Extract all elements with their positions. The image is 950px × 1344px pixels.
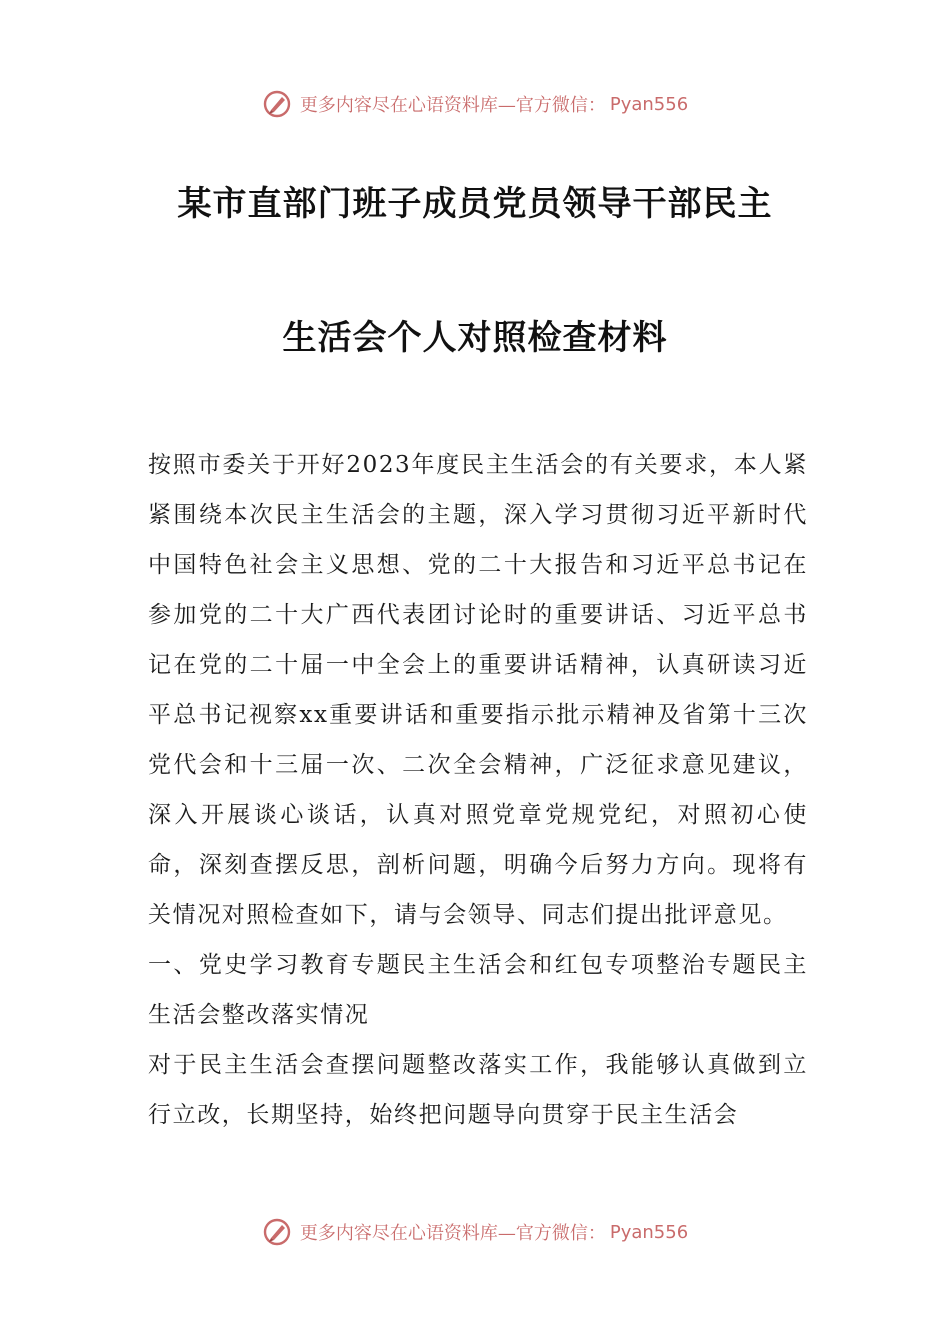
- header-watermark: [0, 84, 950, 124]
- document-title-line2: 生活会个人对照检查材料: [282, 318, 668, 358]
- footer-watermark: [0, 1212, 950, 1252]
- watermark-wechat: Pyan556: [609, 93, 689, 115]
- watermark-text: 更多内容尽在心语资料库—官方微信：: [299, 1223, 606, 1244]
- section-heading: 一、党史学习教育专题民主生活会和红包专项整治专题民主生活会整改落实情况: [148, 952, 808, 1028]
- body-paragraph: 按照市委关于开好2023年度民主生活会的有关要求，本人紧紧围绕本次民主生活会的主题，深入学习贯彻习近平新时代中国特色社会主义思想、党的二十大报告和习近平总书记在参加党的二十大广西代表团讨论时的重要讲话、习近平总书记在党的二十届一中全会上的重要讲话精神，认真研读习近平总书记视察xx重要讲话和重要指示批示精神及省第十三次党代会和十三届一次、二次全会精神，广泛征求意见建议，深入开展谈心谈话，认真对照党章党规党纪，对照初心使命，深刻查摆反思，剖析问题，明确今后努力方向。现将有关情况对照检查如下，请与会领导、同志们提出批评意见。: [148, 452, 808, 928]
- pen-circle-logo-icon: [262, 1217, 292, 1247]
- pen-circle-logo-icon: [262, 89, 292, 119]
- watermark-text: 更多内容尽在心语资料库—官方微信：: [299, 95, 606, 116]
- watermark-wechat: Pyan556: [609, 1221, 689, 1243]
- document-body: [148, 440, 808, 1140]
- body-paragraph: 对于民主生活会查摆问题整改落实工作，我能够认真做到立行立改，长期坚持，始终把问题导向贯穿于民主生活会: [148, 1052, 808, 1128]
- document-title-line1: 某市直部门班子成员党员领导干部民主: [177, 184, 773, 224]
